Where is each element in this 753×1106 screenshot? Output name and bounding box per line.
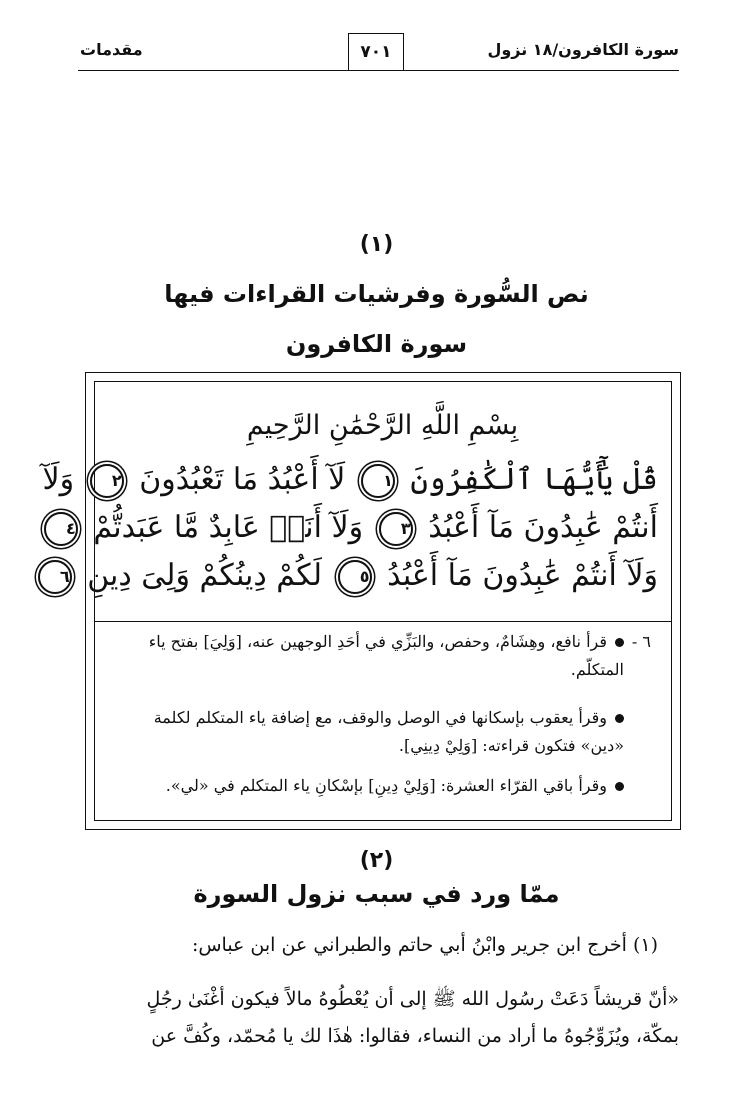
verse-text: لَكُمْ دِينُكُمْ وَلِىَ دِينِ bbox=[87, 558, 322, 593]
verse-line-1 bbox=[42, 462, 658, 498]
reading-note bbox=[108, 772, 624, 800]
paragraph-2-line-1: «أنّ قريشاً دَعَتْ رسُول الله ﷺ إلى أن يُعْطُوهُ مالاً فيكون أغْنَىٰ رجُلٍ bbox=[146, 988, 679, 1010]
bullet-icon bbox=[615, 638, 624, 647]
running-header-section: مقدمات bbox=[80, 40, 143, 59]
verse-text: وَلَآ bbox=[42, 462, 75, 497]
ayah-number-mark: ٦ bbox=[38, 560, 72, 594]
ayah-number-mark: ٥ bbox=[338, 560, 372, 594]
reading-note bbox=[108, 628, 624, 684]
readings-divider bbox=[94, 621, 672, 622]
verse-text: وَلَآ أَنَا۠ عَابِدٌ مَّا عَبَدتُّمْ bbox=[93, 510, 364, 545]
ayah-number-mark: ٣ bbox=[379, 512, 413, 546]
ayah-number-mark: ٢ bbox=[90, 464, 124, 498]
reading-verse-label: ٦ - bbox=[631, 632, 651, 651]
bullet-icon bbox=[615, 782, 624, 791]
paragraph-1: (١) أخرج ابن جرير وابْنُ أبي حاتم والطبراني عن ابن عباس: bbox=[191, 934, 658, 956]
verse-line-3 bbox=[59, 558, 658, 594]
verse-text: وَلَآ أَنتُمْ عَٰبِدُونَ مَآ أَعْبُدُ bbox=[387, 558, 658, 593]
section-2-number: (٢) bbox=[359, 848, 394, 873]
reading-note bbox=[108, 704, 624, 760]
verse-text: لَآ أَعْبُدُ مَا تَعْبُدُونَ bbox=[139, 462, 346, 497]
reading-note-text: قرأ نافع، وهِشَامٌ، وحفص، والبَزِّي في أحَدِ الوجهين عنه، [وَلِيَ] بفتح ياء المتكلّم. bbox=[148, 632, 624, 679]
basmala: بِسْمِ اللَّهِ الرَّحْمَٰنِ الرَّحِيمِ bbox=[246, 410, 519, 441]
section-2-title: ممّا ورد في سبب نزول السورة bbox=[193, 880, 560, 908]
header-rule bbox=[78, 70, 679, 71]
reading-note-text: وقرأ يعقوب بإسكانها في الوصل والوقف، مع إضافة ياء المتكلم لكلمة «دين» فتكون قراءته: [وَلِيْ دِينِي]. bbox=[153, 708, 624, 755]
verse-text: قُلْ يَٰٓأَيُّهَا ٱلْكَٰفِرُونَ bbox=[410, 462, 658, 497]
section-1-title: نص السُّورة وفرشيات القراءات فيها bbox=[164, 280, 589, 308]
reading-note-text: وقرأ باقي القرّاء العشرة: [وَلِيْ دِينِ] بإسْكانِ ياء المتكلم في «لي». bbox=[165, 776, 607, 795]
running-header-surah: سورة الكافرون/١٨ نزول bbox=[487, 40, 679, 59]
bullet-icon bbox=[615, 714, 624, 723]
page-number: ٧٠١ bbox=[348, 33, 404, 70]
verse-text: أَنتُمْ عَٰبِدُونَ مَآ أَعْبُدُ bbox=[428, 510, 658, 545]
surah-title: سورة الكافرون bbox=[285, 330, 468, 358]
ayah-number-mark: ٤ bbox=[44, 512, 78, 546]
section-1-number: (١) bbox=[359, 232, 394, 257]
ayah-number-mark: ١ bbox=[361, 464, 395, 498]
verse-line-2 bbox=[66, 510, 658, 546]
paragraph-2-line-2: بمكّة، ويُزَوِّجُوهُ ما أراد من النساء، فقالوا: هٰذَا لك يا مُحمّد، وكُفَّ عن bbox=[151, 1025, 679, 1047]
